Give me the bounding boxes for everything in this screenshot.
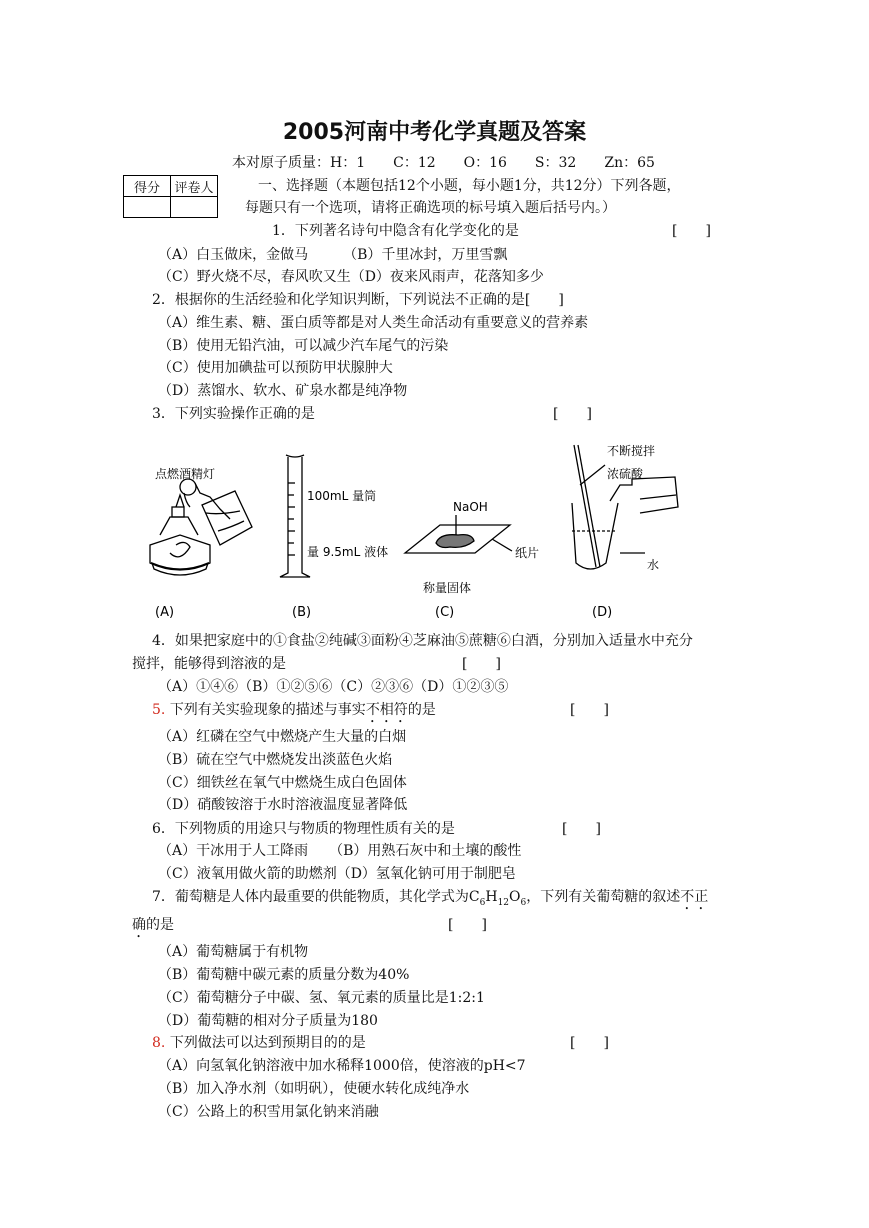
q8-answer-bracket[interactable]: [ ] (570, 1035, 609, 1051)
section-instructions: 每题只有一个选项，请将正确选项的标号填入题后括号内。） (245, 200, 616, 216)
score-cell[interactable] (124, 197, 171, 218)
fig-c-label-bottom: 称量固体 (423, 581, 472, 595)
q6-answer-bracket[interactable]: [ ] (562, 821, 601, 837)
q7-option-c: （C）葡萄糖分子中碳、氢、氧元素的质量比是1:2:1 (158, 990, 485, 1006)
q8-option-a: （A）向氢氧化钠溶液中加水稀释1000倍，使溶液的pH<7 (158, 1058, 526, 1074)
q7-emphasis-1: 不正 (680, 889, 709, 905)
q3-answer-bracket[interactable]: [ ] (553, 406, 592, 422)
fig-caption-a: (A) (155, 605, 175, 620)
q5-option-b: （B）硫在空气中燃烧发出淡蓝色火焰 (158, 752, 393, 768)
fig-d-label2: 浓硫酸 (607, 467, 644, 481)
q4-stem-line2: 搅拌，能够得到溶液的是 (132, 656, 286, 672)
q5-number: 5. (152, 702, 166, 718)
q7-option-b: （B）葡萄糖中碳元素的质量分数为40% (158, 967, 410, 983)
q5-stem: 5. 下列有关实验现象的描述与事实不相符的是 (152, 702, 436, 718)
q1-answer-bracket[interactable]: [ ] (672, 223, 711, 239)
q2-option-a: （A）维生素、糖、蛋白质等都是对人类生命活动有重要意义的营养素 (158, 315, 589, 331)
q7-stem-line2: 确的是 (132, 917, 174, 933)
q8-option-b: （B）加入净水剂（如明矾），使硬水转化成纯净水 (158, 1081, 470, 1097)
graduated-cylinder-figure (280, 455, 310, 577)
fig-caption-b: (B) (292, 605, 312, 620)
q6-stem: 6．下列物质的用途只与物质的物理性质有关的是 (152, 821, 455, 837)
q7-option-d: （D）葡萄糖的相对分子质量为180 (158, 1013, 378, 1029)
q3-figure (140, 435, 700, 625)
atomic-masses: 本对原子质量：H：1 C：12 O：16 S：32 Zn：65 (232, 155, 655, 171)
score-table (123, 175, 218, 218)
q1-options-cd: （C）野火烧不尽，春风吹又生（D）夜来风雨声，花落知多少 (158, 269, 544, 285)
q5-option-a: （A）红磷在空气中燃烧产生大量的白烟 (158, 729, 407, 745)
fig-a-label: 点燃酒精灯 (155, 467, 216, 481)
q5-emphasis: 不相符 (365, 702, 408, 718)
q6-options-ab: （A）干冰用于人工降雨 （B）用熟石灰中和土壤的酸性 (158, 843, 522, 859)
q5-option-c: （C）细铁丝在氧气中燃烧生成白色固体 (158, 775, 407, 791)
alcohol-lamp-figure (150, 479, 252, 575)
q4-answer-bracket[interactable]: [ ] (462, 656, 501, 672)
q8-number: 8. (152, 1035, 166, 1051)
q8-option-c: （C）公路上的积雪用氯化钠来消融 (158, 1104, 379, 1120)
fig-c-label-side: 纸片 (515, 546, 540, 560)
q2-option-b: （B）使用无铅汽油，可以减少汽车尾气的污染 (158, 338, 449, 354)
fig-b-label2: 量 9.5mL 液体 (307, 545, 389, 559)
q4-options: （A）①④⑥（B）①②⑤⑥（C）②③⑥（D）①②③⑤ (158, 679, 509, 695)
grader-cell[interactable] (171, 197, 218, 218)
q2-option-d: （D）蒸馏水、软水、矿泉水都是纯净物 (158, 383, 408, 399)
q6-options-cd: （C）液氧用做火箭的助燃剂（D）氢氧化钠可用于制肥皂 (158, 866, 516, 882)
weighing-figure (405, 515, 512, 553)
q2-stem: 2．根据你的生活经验和化学知识判断，下列说法不正确的是[ ] (152, 292, 564, 308)
q7-emphasis-2: 确 (132, 917, 146, 933)
q2-option-c: （C）使用加碘盐可以预防甲状腺肿大 (158, 360, 393, 376)
q7-answer-bracket[interactable]: [ ] (448, 917, 487, 933)
q3-stem: 3．下列实验操作正确的是 (152, 406, 315, 422)
fig-caption-c: (C) (435, 605, 455, 620)
fig-d-label3: 水 (647, 558, 660, 572)
fig-caption-d: (D) (592, 605, 613, 620)
fig-c-label-top: NaOH (453, 500, 488, 514)
page-title: 2005河南中考化学真题及答案 (282, 120, 587, 145)
grader-header: 评卷人 (171, 176, 218, 197)
q8-stem: 8. 下列做法可以达到预期目的的是 (152, 1035, 366, 1051)
q4-stem-line1: 4．如果把家庭中的①食盐②纯碱③面粉④芝麻油⑤蔗糖⑥白酒，分别加入适量水中充分 (152, 633, 693, 649)
fig-d-label1: 不断搅拌 (607, 444, 656, 458)
fig-b-label1: 100mL 量筒 (307, 489, 377, 503)
dilution-figure (572, 445, 678, 569)
section-heading: 一、选择题（本题包括12个小题，每小题1分，共12分）下列各题， (258, 178, 681, 194)
score-header: 得分 (124, 176, 171, 197)
q1-options-ab: （A）白玉做床，金做马 （B）千里冰封，万里雪飘 (158, 247, 508, 263)
q1-stem: 1．下列著名诗句中隐含有化学变化的是 (272, 223, 519, 239)
q5-option-d: （D）硝酸铵溶于水时溶液温度显著降低 (158, 797, 408, 813)
q5-answer-bracket[interactable]: [ ] (570, 702, 609, 718)
q7-option-a: （A）葡萄糖属于有机物 (158, 944, 309, 960)
q7-stem-line1: 7．葡萄糖是人体内最重要的供能物质，其化学式为$C_6H_{12}O_6$，下列有关葡萄糖的叙述不正 (152, 889, 709, 908)
